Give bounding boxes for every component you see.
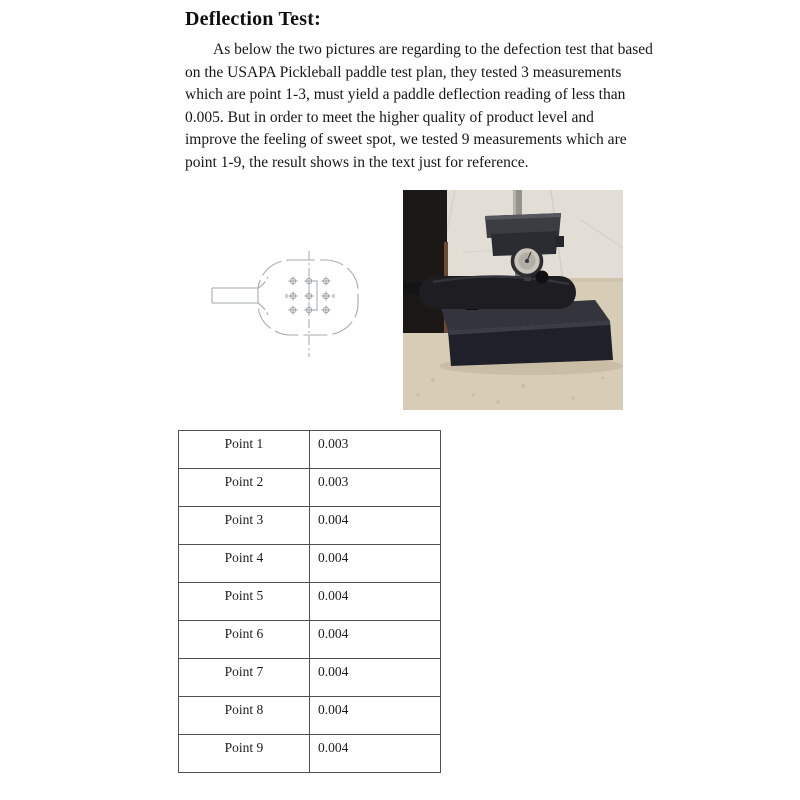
point-value-cell: 0.003	[310, 431, 441, 469]
point-value-cell: 0.003	[310, 469, 441, 507]
paragraph-line: on the USAPA Pickleball paddle test plan, they tested 3 measurements	[185, 63, 622, 81]
table-row	[179, 545, 441, 583]
point-label-cell: Point 6	[179, 621, 310, 659]
point-value-cell: 0.004	[310, 621, 441, 659]
paddle-measurement-diagram	[208, 247, 380, 361]
photo-furniture	[403, 190, 447, 333]
deflection-test-apparatus-photo	[403, 190, 623, 410]
point-value-cell: 0.004	[310, 507, 441, 545]
point-label-cell: Point 1	[179, 431, 310, 469]
point-label-cell: Point 2	[179, 469, 310, 507]
table-row	[179, 697, 441, 735]
measurement-points	[285, 277, 335, 315]
paragraph-line: point 1-9, the result shows in the text just for reference.	[185, 153, 529, 171]
table-row	[179, 735, 441, 773]
point-label-cell: Point 7	[179, 659, 310, 697]
point-label-cell: Point 8	[179, 697, 310, 735]
diagram-bracket	[313, 281, 317, 310]
deflection-results-table	[178, 430, 441, 773]
table-row	[179, 583, 441, 621]
point-value-cell: 0.004	[310, 583, 441, 621]
table-row	[179, 659, 441, 697]
paddle-diagram-svg	[208, 247, 380, 361]
point-label-cell: Point 3	[179, 507, 310, 545]
point-value-cell: 0.004	[310, 735, 441, 773]
paragraph-line: improve the feeling of sweet spot, we tested 9 measurements which are	[185, 131, 627, 149]
point-label-cell: Point 5	[179, 583, 310, 621]
table-row	[179, 507, 441, 545]
paragraph-line: As below the two pictures are regarding to the defection test that based	[213, 41, 653, 58]
apparatus-photo-svg	[403, 190, 623, 410]
point-label-cell: Point 9	[179, 735, 310, 773]
table-row	[179, 469, 441, 507]
paragraph-line: which are point 1-3, must yield a paddle deflection reading of less than	[185, 86, 626, 104]
body-paragraph	[185, 39, 653, 175]
table-row	[179, 621, 441, 659]
page-title: Deflection Test:	[185, 8, 321, 30]
point-value-cell: 0.004	[310, 697, 441, 735]
point-value-cell: 0.004	[310, 659, 441, 697]
point-label-cell: Point 4	[179, 545, 310, 583]
paragraph-line: 0.005. But in order to meet the higher quality of product level and	[185, 108, 594, 126]
photo-paddle	[403, 276, 576, 309]
table-row	[179, 431, 441, 469]
point-value-cell: 0.004	[310, 545, 441, 583]
